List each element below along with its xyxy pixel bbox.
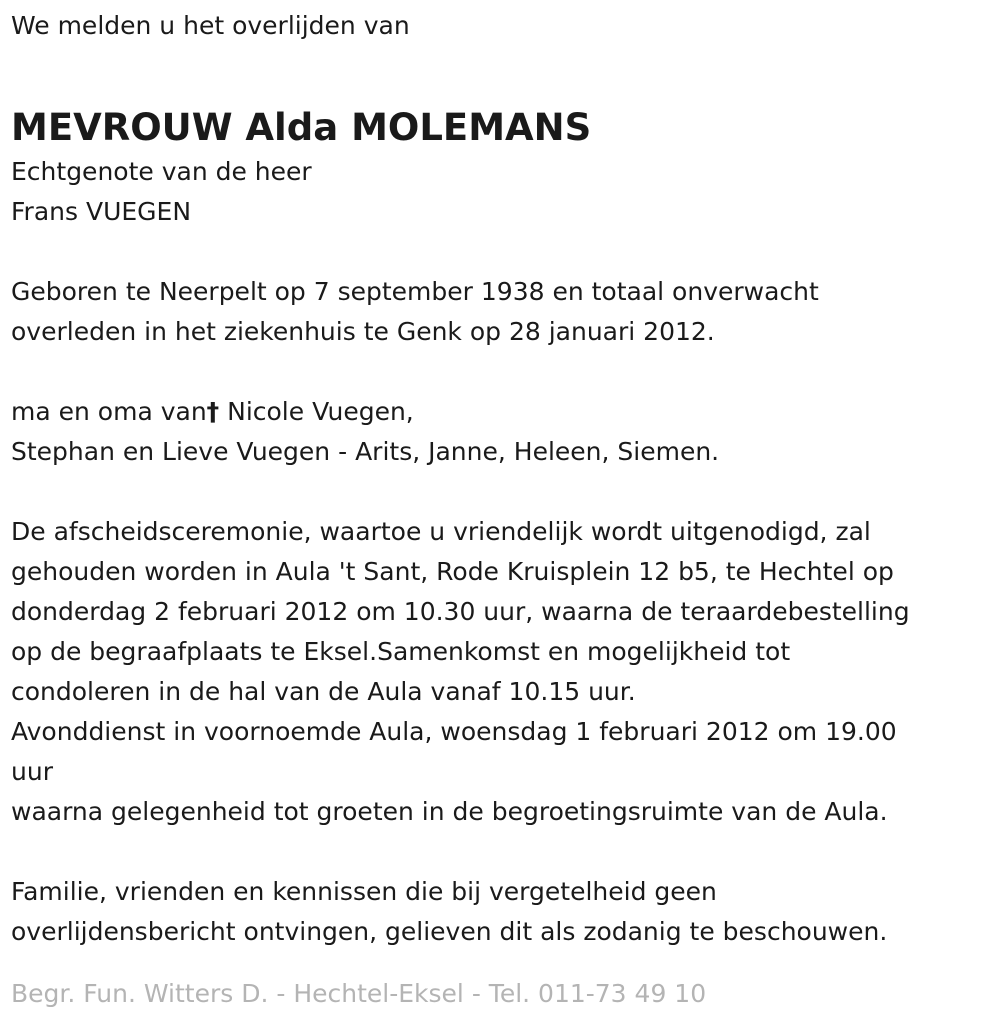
family-suffix: Nicole Vuegen, <box>219 397 414 426</box>
cross-icon: † <box>206 397 220 426</box>
spacer <box>11 832 991 872</box>
ceremony-line: gehouden worden in Aula 't Sant, Rode Kruisplein 12 b5, te Hechtel op <box>11 557 894 586</box>
deceased-name: MEVROUW Alda MOLEMANS <box>11 106 592 149</box>
ceremony-line: donderdag 2 februari 2012 om 10.30 uur, waarna de teraardebestelling <box>11 597 910 626</box>
intro-text: We melden u het overlijden van <box>11 11 410 40</box>
family-line-2: Stephan en Lieve Vuegen - Arits, Janne, Heleen, Siemen. <box>11 437 720 466</box>
notice-line-2: overlijdensbericht ontvingen, gelieven dit als zodanig te beschouwen. <box>11 917 888 946</box>
spacer <box>11 352 991 392</box>
ceremony-line: waarna gelegenheid tot groeten in de begroetingsruimte van de Aula. <box>11 797 888 826</box>
family-line-1 <box>11 392 991 432</box>
family-prefix: ma en oma van <box>11 397 207 426</box>
spouse-line-2: Frans VUEGEN <box>11 197 192 226</box>
spacer <box>11 232 991 272</box>
death-notice <box>11 6 991 952</box>
ceremony-line: condoleren in de hal van de Aula vanaf 10.15 uur. <box>11 677 636 706</box>
spouse-line-1: Echtgenote van de heer <box>11 157 312 186</box>
ceremony-line: op de begraafplaats te Eksel.Samenkomst en mogelijkheid tot <box>11 637 791 666</box>
ceremony-line: uur <box>11 757 53 786</box>
ceremony-line: De afscheidsceremonie, waartoe u vriendelijk wordt uitgenodigd, zal <box>11 517 871 546</box>
notice-line-1: Familie, vrienden en kennissen die bij vergetelheid geen <box>11 877 717 906</box>
spacer <box>11 472 991 512</box>
birth-line-1: Geboren te Neerpelt op 7 september 1938 en totaal onverwacht <box>11 277 819 306</box>
ceremony-line: Avonddienst in voornoemde Aula, woensdag 1 februari 2012 om 19.00 <box>11 717 897 746</box>
birth-line-2: overleden in het ziekenhuis te Genk op 28 januari 2012. <box>11 317 715 346</box>
funeral-home-footer: Begr. Fun. Witters D. - Hechtel-Eksel - Tel. 011-73 49 10 <box>11 979 707 1008</box>
